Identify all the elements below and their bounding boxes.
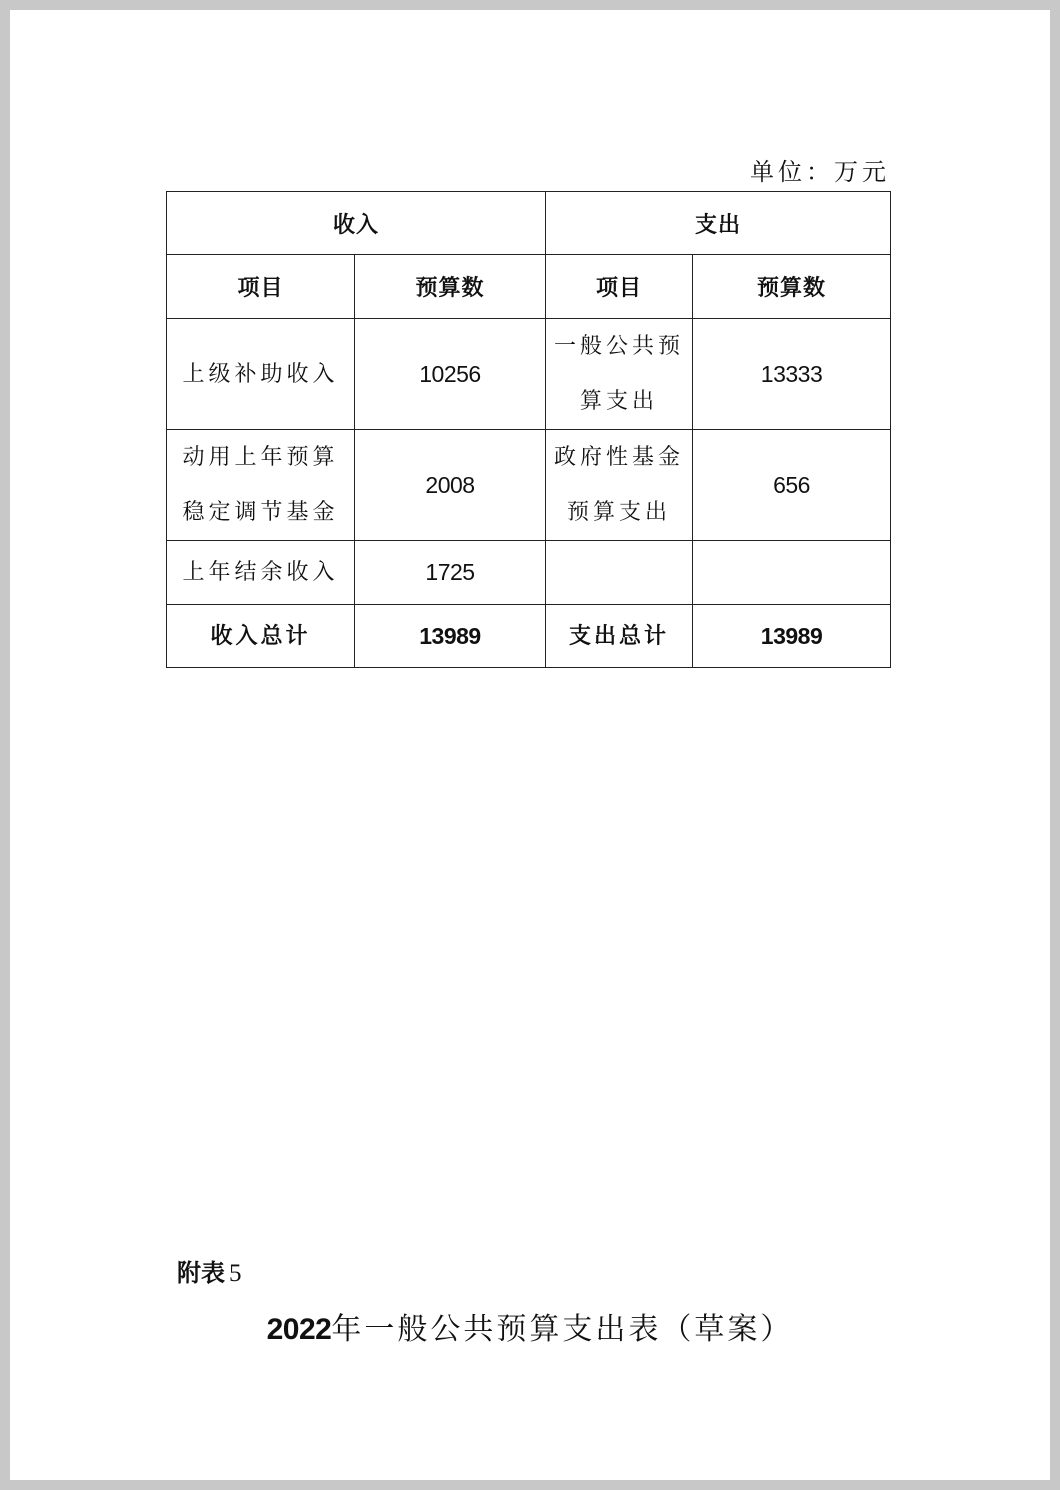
title-year: 2022 — [266, 1313, 332, 1346]
expense-item-line1: 政府性基金 — [554, 445, 685, 470]
income-total-value: 13989 — [355, 605, 546, 668]
title-text: 年一般公共预算支出表（草案） — [331, 1312, 794, 1347]
expense-total-label: 支出总计 — [546, 605, 693, 668]
expense-item-line2: 预算支出 — [567, 500, 672, 525]
document-page — [10, 10, 1050, 1480]
table-row — [167, 319, 891, 430]
table-total-row — [167, 605, 891, 668]
income-item-cell — [167, 541, 355, 605]
income-header: 收入 — [167, 192, 546, 255]
appendix-label — [177, 1253, 242, 1288]
income-value-cell: 10256 — [355, 319, 546, 430]
expense-item-cell — [546, 541, 693, 605]
table-header-row — [167, 192, 891, 255]
expense-total-value: 13989 — [693, 605, 891, 668]
income-item-cell — [167, 319, 355, 430]
income-value-cell: 1725 — [355, 541, 546, 605]
expense-value-cell: 656 — [693, 430, 891, 541]
expense-item-line2: 算支出 — [580, 389, 659, 414]
table-row — [167, 541, 891, 605]
income-item-col-header: 项目 — [167, 255, 355, 319]
income-item-line2: 稳定调节基金 — [182, 500, 339, 525]
income-item-line1: 上级补助收入 — [182, 361, 339, 387]
budget-table — [166, 191, 891, 668]
appendix-prefix: 附表 — [177, 1259, 225, 1287]
expense-budget-col-header: 预算数 — [693, 255, 891, 319]
table-row — [167, 430, 891, 541]
income-total-label: 收入总计 — [167, 605, 355, 668]
income-item-line1: 上年结余收入 — [182, 560, 339, 585]
income-value-cell: 2008 — [355, 430, 546, 541]
income-budget-col-header: 预算数 — [355, 255, 546, 319]
appendix-number: 5 — [229, 1260, 242, 1287]
expense-item-cell — [546, 319, 693, 430]
expense-value-cell: 13333 — [693, 319, 891, 430]
table-subheader-row — [167, 255, 891, 319]
income-item-line1: 动用上年预算 — [182, 445, 339, 470]
expense-value-cell — [693, 541, 891, 605]
expense-item-line1: 一般公共预 — [554, 334, 685, 359]
income-item-cell — [167, 430, 355, 541]
unit-label: 单位：万元 — [750, 158, 890, 186]
expense-item-col-header: 项目 — [546, 255, 693, 319]
next-table-title — [10, 1304, 1050, 1348]
expense-item-cell — [546, 430, 693, 541]
expense-header: 支出 — [546, 192, 891, 255]
